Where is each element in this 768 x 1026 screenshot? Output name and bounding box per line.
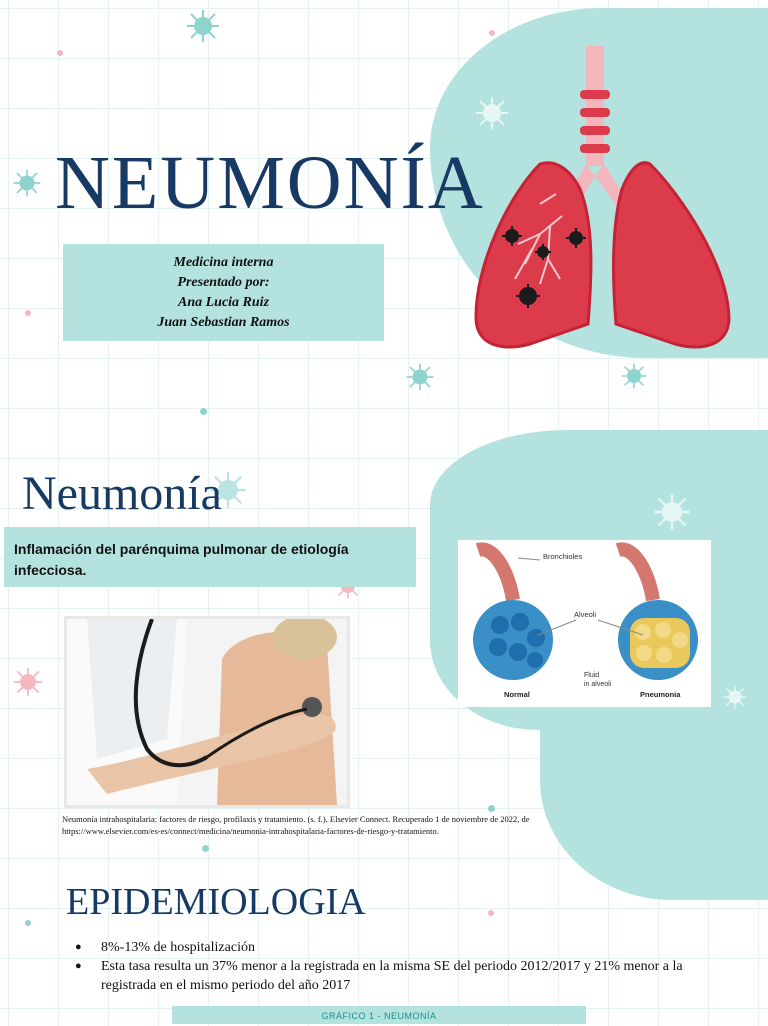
virus-icon (12, 666, 44, 698)
label-fluid-in-alveoli: in alveoli (584, 681, 612, 688)
presenter-name: Juan Sebastian Ramos (157, 314, 290, 330)
label-bronchioles: Bronchioles (543, 552, 583, 561)
lungs-illustration (470, 44, 735, 356)
dot-decoration (25, 920, 31, 926)
dot-decoration (488, 910, 494, 916)
list-item: ● 8%-13% de hospitalización (75, 938, 695, 957)
dot-decoration (200, 408, 207, 415)
chart-caption: GRÁFICO 1 - NEUMONÍA (172, 1006, 586, 1024)
list-item: ● Esta tasa resulta un 37% menor a la registrada en la misma SE del periodo 2012/2017 y 21% menor a la registrada en el mismo periodo del año 2017 (75, 957, 695, 995)
citation-text: Neumonía intrahospitalaria: factores de riesgo, profilaxis y tratamiento. (s. f.). Elsevier Connect. Recuperado 1 de noviembre de 2022, de (62, 814, 530, 824)
dot-decoration (488, 805, 495, 812)
virus-icon (652, 492, 692, 532)
section-title: Neumonía (22, 467, 222, 520)
stethoscope-photo (67, 619, 347, 805)
virus-icon (620, 362, 648, 390)
citation-url[interactable]: https://www.elsevier.com/es-es/connect/medicina/neumonia-intrahospitalaria-factores-de-riesgo-y-tratamiento. (62, 826, 439, 836)
label-normal: Normal (504, 690, 530, 699)
presented-by-label: Presentado por: (177, 274, 270, 290)
decorative-blob-lower (540, 700, 768, 900)
presenter-info-box (63, 244, 384, 341)
epidemiology-list (75, 938, 695, 995)
virus-icon (12, 168, 42, 198)
definition-box: Inflamación del parénquima pulmonar de etiología infecciosa. (4, 527, 416, 587)
virus-icon (722, 684, 748, 710)
epidemiology-title: EPIDEMIOLOGIA (66, 881, 366, 923)
dot-decoration (57, 50, 63, 56)
dot-decoration (202, 845, 209, 852)
citation (62, 813, 622, 837)
alveoli-diagram (458, 540, 711, 707)
label-pneumonia: Pneumonia (640, 690, 681, 699)
label-alveoli: Alveoli (574, 610, 597, 619)
label-fluid: Fluid (584, 672, 600, 679)
dot-decoration (489, 30, 495, 36)
course-name: Medicina interna (173, 254, 274, 270)
dot-decoration (25, 310, 31, 316)
virus-icon (405, 362, 435, 392)
presenter-name: Ana Lucia Ruiz (177, 294, 270, 310)
virus-icon (185, 8, 221, 44)
slide-title: NEUMONÍA (55, 141, 485, 225)
